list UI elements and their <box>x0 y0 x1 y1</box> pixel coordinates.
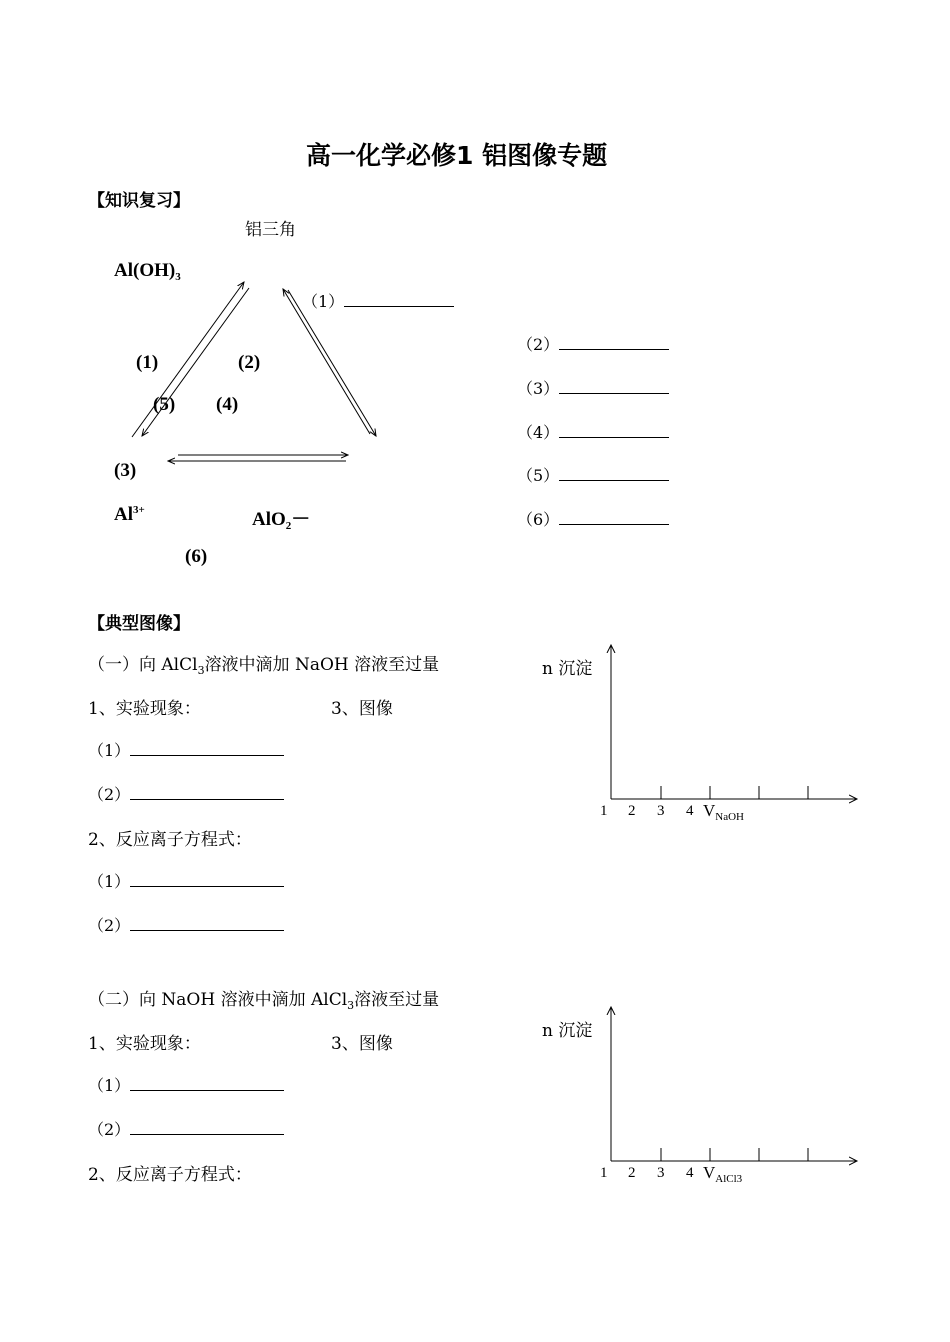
species-alo2: AlO$_2$－ <box>252 509 311 532</box>
section-header-typical-graphs: 【典型图像】 <box>88 614 190 634</box>
part2-equation-label: 2、反应离子方程式： <box>88 1165 252 1185</box>
arrow-label-3: (3) <box>114 460 137 481</box>
part2-tick-label-4: 4 <box>686 1165 694 1181</box>
part1-equation-label: 2、反应离子方程式： <box>88 830 252 850</box>
part1-heading: （一）向 AlCl$_3$溶液中滴加 NaOH 溶液至过量 <box>88 655 440 677</box>
part2-tick-label-3: 3 <box>657 1165 665 1181</box>
part2-phenomenon-2: （2） <box>88 1117 284 1140</box>
blank-row-1: （1） <box>302 289 454 312</box>
section-header-review: 【知识复习】 <box>88 191 190 211</box>
part2-y-axis-label: n 沉淀 <box>542 1021 593 1041</box>
species-al3: $Al^{3+}$ <box>114 504 145 525</box>
species-aloh3: $Al(OH)_3$ <box>114 260 181 283</box>
arrow-label-2: (2) <box>238 352 261 373</box>
part2-phenomenon-1: （1） <box>88 1073 284 1096</box>
arrow-label-5: (5) <box>153 394 176 415</box>
blank-row-3: （3） <box>517 376 669 399</box>
triangle-title: 铝三角 <box>245 220 296 240</box>
part2-graph-label: 3、图像 <box>331 1034 393 1054</box>
arrow-label-1: (1) <box>136 352 159 373</box>
blank-row-5: （5） <box>517 463 669 486</box>
part2-tick-label-1: 1 <box>600 1165 608 1181</box>
blank-row-2: （2） <box>517 332 669 355</box>
part1-phenomenon-1: （1） <box>88 738 284 761</box>
part1-tick-label-1: 1 <box>600 803 608 819</box>
page-title: 高一化学必修1 铝图像专题 <box>306 141 608 170</box>
part1-x-axis-label: $V_{NaOH}$ <box>703 801 744 823</box>
blank-row-4: （4） <box>517 420 669 443</box>
part1-equation-1: （1） <box>88 869 284 892</box>
part1-tick-label-4: 4 <box>686 803 694 819</box>
part1-phenomenon-label: 1、实验现象： <box>88 699 201 719</box>
part1-equation-2: （2） <box>88 913 284 936</box>
blank-row-6: （6） <box>517 507 669 530</box>
part1-y-axis-label: n 沉淀 <box>542 659 593 679</box>
arrow-label-4: (4) <box>216 394 239 415</box>
arrow-label-6: (6) <box>185 546 208 567</box>
part2-heading: （二）向 NaOH 溶液中滴加 AlCl$_3$溶液至过量 <box>88 990 440 1012</box>
part2-tick-label-2: 2 <box>628 1165 636 1181</box>
part1-tick-label-3: 3 <box>657 803 665 819</box>
part2-phenomenon-label: 1、实验现象： <box>88 1034 201 1054</box>
part1-tick-label-2: 2 <box>628 803 636 819</box>
part1-phenomenon-2: （2） <box>88 782 284 805</box>
part2-x-axis-label: $V_{AlCl3}$ <box>703 1163 743 1185</box>
part1-graph-label: 3、图像 <box>331 699 393 719</box>
